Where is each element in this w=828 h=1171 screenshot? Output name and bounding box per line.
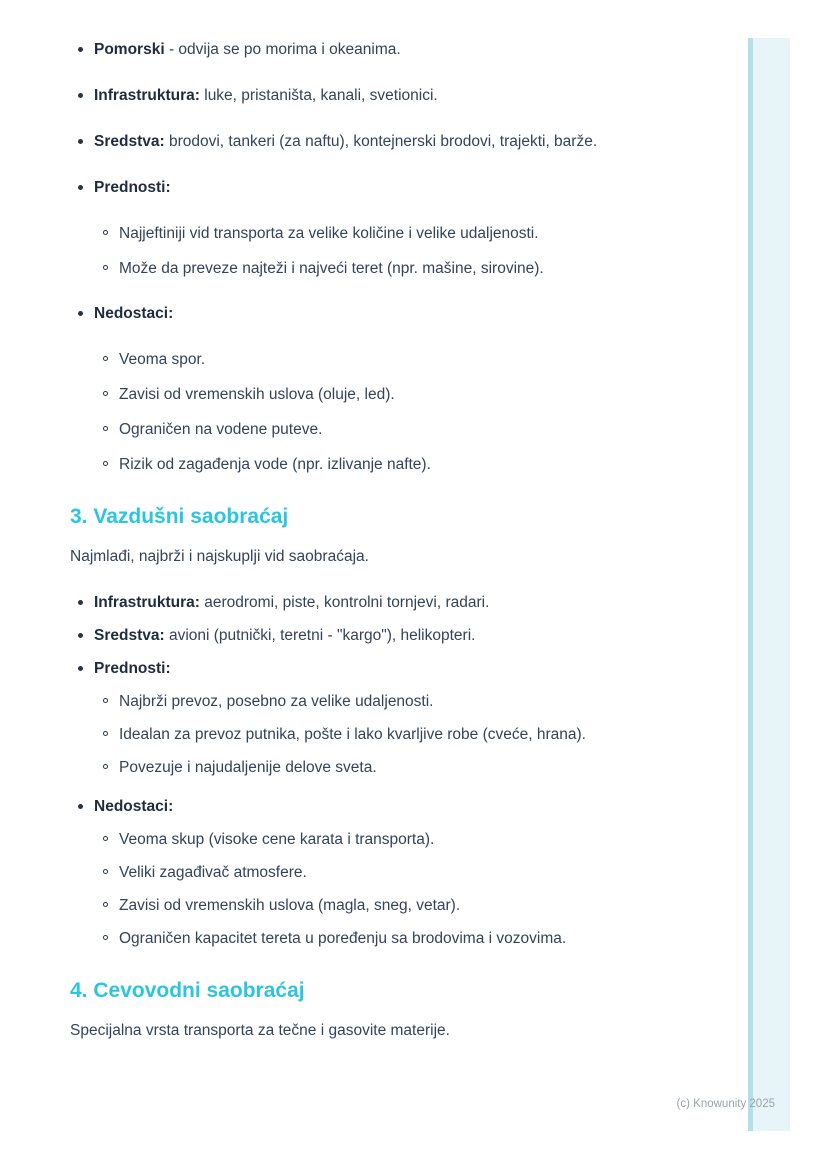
bullet-icon [78,93,83,98]
section-intro: Najmlađi, najbrži i najskuplji vid saobraćaja. [70,548,369,565]
hollow-bullet-icon [103,935,108,940]
list-item-text [94,795,690,818]
page-edge-stripe [748,38,790,1131]
sublist-item [70,222,690,245]
list-item-text [94,38,690,61]
item-label: Pomorski [94,41,165,58]
document-content [70,38,690,1065]
sublist-item [70,723,690,746]
sublist-item-text: Najjeftiniji vid transporta za velike količine i velike udaljenosti. [119,225,539,242]
item-body: aerodromi, piste, kontrolni tornjevi, radari. [199,594,490,611]
item-label: Sredstva: [94,133,165,150]
sublist-item-text: Veoma skup (visoke cene karata i transporta). [119,831,435,848]
bullet-icon [78,311,83,316]
list-item-text [94,130,690,153]
hollow-bullet-icon [103,869,108,874]
item-body: - odvija se po morima i okeanima. [164,41,401,58]
sublist-item [70,383,690,406]
item-label: Prednosti: [94,179,171,196]
bullet-icon [78,600,83,605]
list-item-prednosti [70,176,690,199]
hollow-bullet-icon [103,902,108,907]
hollow-bullet-icon [103,426,108,431]
section-heading-vazdusni: 3. Vazdušni saobraćaj [70,505,289,528]
list-item-prednosti [70,657,690,680]
list-item-nedostaci [70,302,690,325]
prednosti-sublist [70,690,690,779]
sublist-item-text: Povezuje i najudaljenije delove sveta. [119,759,377,776]
sublist-item-text: Najbrži prevoz, posebno za velike udaljenosti. [119,693,434,710]
maritime-list [70,38,690,476]
sublist-item [70,257,690,280]
sublist-item-text: Veliki zagađivač atmosfere. [119,864,307,881]
nedostaci-sublist [70,828,690,950]
sublist-item [70,894,690,917]
sublist-item [70,861,690,884]
list-item-sredstva [70,624,690,647]
list-item-text [94,84,690,107]
bullet-icon [78,139,83,144]
sublist-item-text: Idealan za prevoz putnika, pošte i lako kvarljive robe (cveće, hrana). [119,726,586,743]
item-label: Infrastruktura: [94,594,200,611]
item-label: Nedostaci: [94,798,174,815]
item-label: Infrastruktura: [94,87,200,104]
list-item-text [94,591,690,614]
sublist-item [70,453,690,476]
sublist-item [70,418,690,441]
list-item-nedostaci [70,795,690,818]
bullet-icon [78,666,83,671]
hollow-bullet-icon [103,731,108,736]
bullet-icon [78,804,83,809]
sublist-item-text: Zavisi od vremenskih uslova (magla, sneg, vetar). [119,897,461,914]
bullet-icon [78,185,83,190]
list-item-text [94,624,690,647]
prednosti-sublist [70,222,690,280]
sublist-item-text: Ograničen kapacitet tereta u poređenju sa brodovima i vozovima. [119,930,567,947]
item-label: Nedostaci: [94,305,174,322]
hollow-bullet-icon [103,391,108,396]
section-intro: Specijalna vrsta transporta za tečne i gasovite materije. [70,1022,450,1039]
copyright-watermark: (c) Knowunity 2025 [676,1098,775,1110]
hollow-bullet-icon [103,265,108,270]
sublist-item [70,756,690,779]
sublist-item-text: Veoma spor. [119,351,206,368]
list-item-infrastruktura [70,591,690,614]
hollow-bullet-icon [103,461,108,466]
hollow-bullet-icon [103,836,108,841]
item-label: Sredstva: [94,627,165,644]
bullet-icon [78,47,83,52]
section-heading-cevovodni: 4. Cevovodni saobraćaj [70,979,305,1002]
sublist-item-text: Rizik od zagađenja vode (npr. izlivanje nafte). [119,456,431,473]
item-label: Prednosti: [94,660,171,677]
list-item-pomorski [70,38,690,61]
hollow-bullet-icon [103,764,108,769]
hollow-bullet-icon [103,356,108,361]
list-item-text [94,176,690,199]
sublist-item-text: Ograničen na vodene puteve. [119,421,323,438]
item-body: brodovi, tankeri (za naftu), kontejnerski brodovi, trajekti, barže. [164,133,598,150]
list-item-sredstva [70,130,690,153]
list-item-infrastruktura [70,84,690,107]
bullet-icon [78,633,83,638]
air-list [70,591,690,950]
list-item-text [94,657,690,680]
sublist-item [70,348,690,371]
item-body: avioni (putnički, teretni - "kargo"), helikopteri. [164,627,476,644]
list-item-text [94,302,690,325]
nedostaci-sublist [70,348,690,476]
sublist-item [70,690,690,713]
hollow-bullet-icon [103,230,108,235]
sublist-item [70,828,690,851]
item-body: luke, pristaništa, kanali, svetionici. [199,87,438,104]
hollow-bullet-icon [103,698,108,703]
sublist-item-text: Može da preveze najteži i najveći teret (npr. mašine, sirovine). [119,260,544,277]
sublist-item-text: Zavisi od vremenskih uslova (oluje, led). [119,386,395,403]
sublist-item [70,927,690,950]
